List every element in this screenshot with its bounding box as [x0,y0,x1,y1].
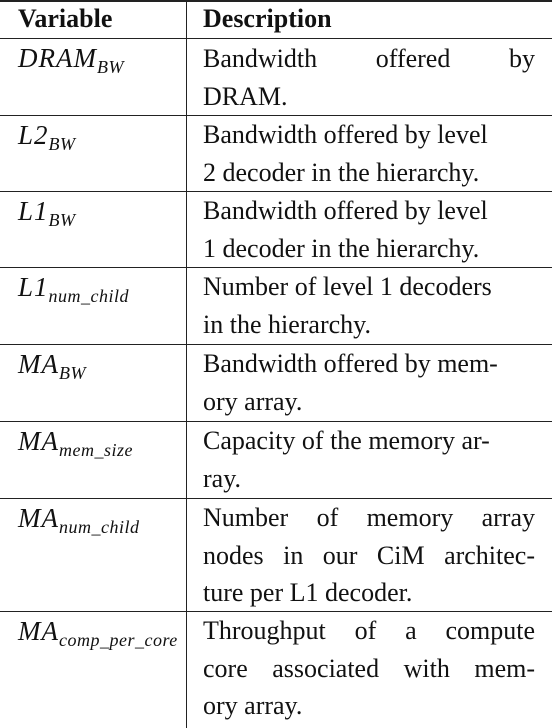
variable-cell: $L1_{num\_child}$ [18,272,130,306]
variable-cell: $MA_{mem\_size}$ [18,426,133,460]
description-cell: Bandwidth offered by level 2 decoder in the hierarchy. [203,120,488,187]
variable-cell: $L1_{BW}$ [18,196,76,230]
description-cell: Number of memory array nodes in our CiM architec- ture per L1 decoder. [203,503,535,607]
description-cell: Capacity of the memory ar- ray. [203,426,490,493]
variable-cell: $MA_{comp\_per\_core}$ [18,616,178,650]
description-cell: Throughput of a compute core associated with mem- ory array. [203,616,535,720]
header-variable: Variable [18,4,113,33]
variable-cell: $DRAM_{BW}$ [18,43,124,77]
description-cell: Number of level 1 decoders in the hierarchy. [203,272,492,339]
variable-cell: $L2_{BW}$ [18,120,76,154]
description-cell: Bandwidth offered by mem- ory array. [203,349,498,416]
header-rule [0,38,552,39]
description-cell: Bandwidth offered by level 1 decoder in the hierarchy. [203,196,488,263]
description-cell: Bandwidth offered by DRAM. [203,44,535,111]
variable-cell: $MA_{num\_child}$ [18,503,140,537]
variable-cell: $MA_{BW}$ [18,349,86,383]
header-description: Description [203,4,332,33]
table-top-rule [0,0,552,2]
column-divider [186,0,187,728]
